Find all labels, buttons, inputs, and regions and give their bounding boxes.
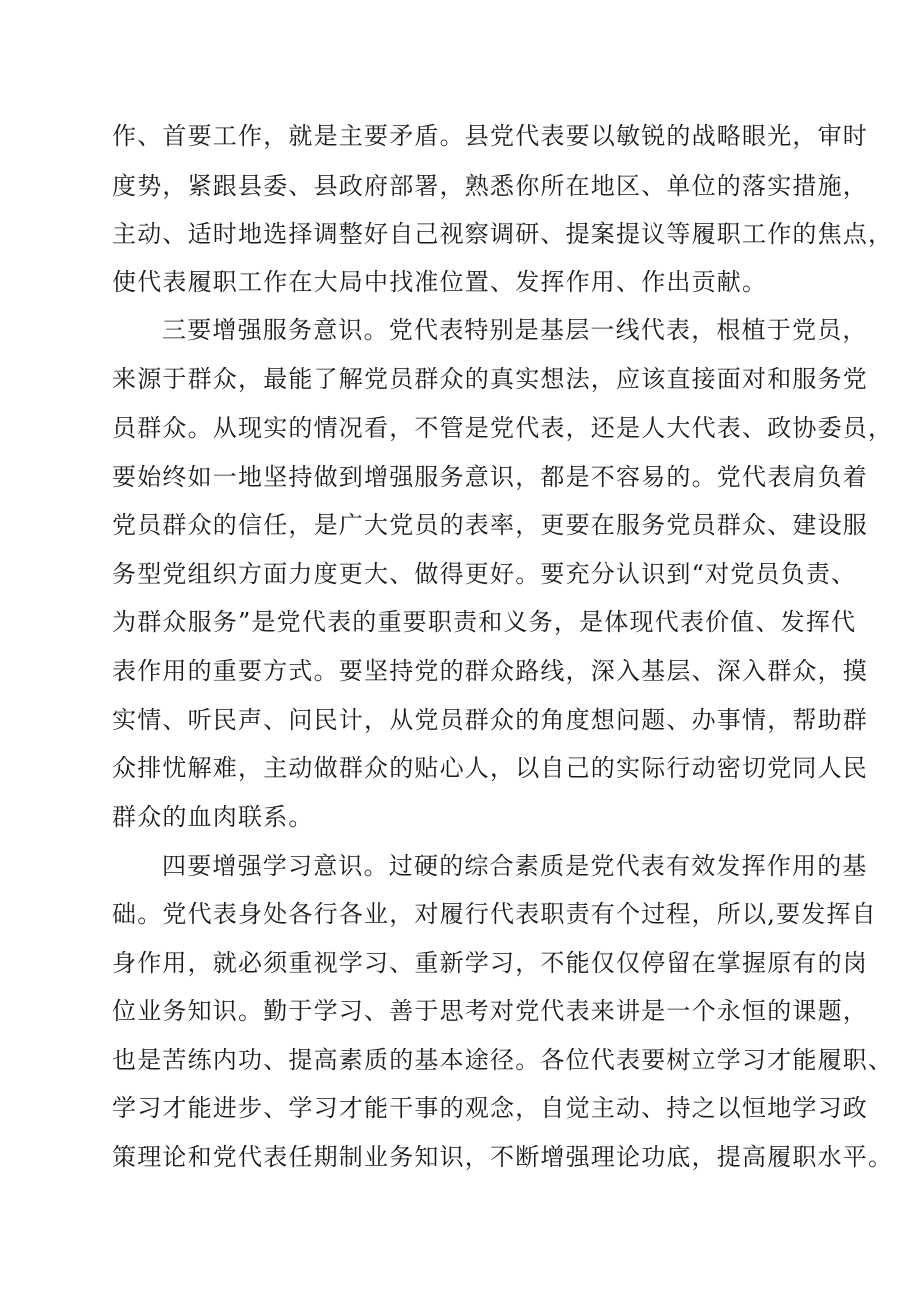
text-line: 务型党组织方面力度更大、做得更好。要充分认识到“对党员负责、 bbox=[112, 560, 857, 588]
text-line: 众排忧解难，主动做群众的贴心人，以自己的实际行动密切党同人民 bbox=[112, 754, 868, 782]
text-line: 使代表履职工作在大局中找准位置、发挥作用、作出贡献。 bbox=[112, 268, 768, 296]
text-line: 为群众服务”是党代表的重要职责和义务，是体现代表价值、发挥代 bbox=[112, 608, 857, 636]
text-line: 位业务知识。勤于学习、善于思考对党代表来讲是一个永恒的课题， bbox=[112, 997, 868, 1025]
text-line: 主动、适时地选择调整好自己视察调研、提案提议等履职工作的焦点， bbox=[112, 220, 894, 248]
text-line: 群众的血肉联系。 bbox=[112, 803, 314, 831]
text-line: 要始终如一地坚持做到增强服务意识，都是不容易的。党代表肩负着 bbox=[112, 463, 868, 491]
text-line: 身作用，就必须重视学习、重新学习，不能仅仅停留在掌握原有的岗 bbox=[112, 949, 868, 977]
text-line: 实情、听民声、问民计，从党员群众的角度想问题、办事情，帮助群 bbox=[112, 706, 868, 734]
text-line: 也是苦练内功、提高素质的基本途径。各位代表要树立学习才能履职、 bbox=[112, 1046, 894, 1074]
text-line: 作、首要工作，就是主要矛盾。县党代表要以敏锐的战略眼光，审时 bbox=[112, 122, 868, 150]
text-line: 员群众。从现实的情况看，不管是党代表，还是人大代表、政协委员， bbox=[112, 414, 894, 442]
text-line: 策理论和党代表任期制业务知识，不断增强理论功底，提高履职水平。 bbox=[112, 1143, 894, 1171]
paragraph-heading-three: 三要增强服务意识。党代表特别是基层一线代表，根植于党员， bbox=[162, 316, 868, 344]
text-line: 党员群众的信任，是广大党员的表率，更要在服务党员群众、建设服 bbox=[112, 511, 868, 539]
text-line: 础。党代表身处各行各业，对履行代表职责有个过程，所以,要发挥自 bbox=[112, 900, 877, 928]
paragraph-heading-four: 四要增强学习意识。过硬的综合素质是党代表有效发挥作用的基 bbox=[162, 852, 868, 880]
text-line: 来源于群众，最能了解党员群众的真实想法，应该直接面对和服务党 bbox=[112, 365, 868, 393]
text-line: 学习才能进步、学习才能干事的观念，自觉主动、持之以恒地学习政 bbox=[112, 1094, 868, 1122]
text-line: 度势，紧跟县委、县政府部署，熟悉你所在地区、单位的落实措施， bbox=[112, 172, 868, 200]
text-line: 表作用的重要方式。要坚持党的群众路线，深入基层、深入群众，摸 bbox=[112, 657, 868, 685]
